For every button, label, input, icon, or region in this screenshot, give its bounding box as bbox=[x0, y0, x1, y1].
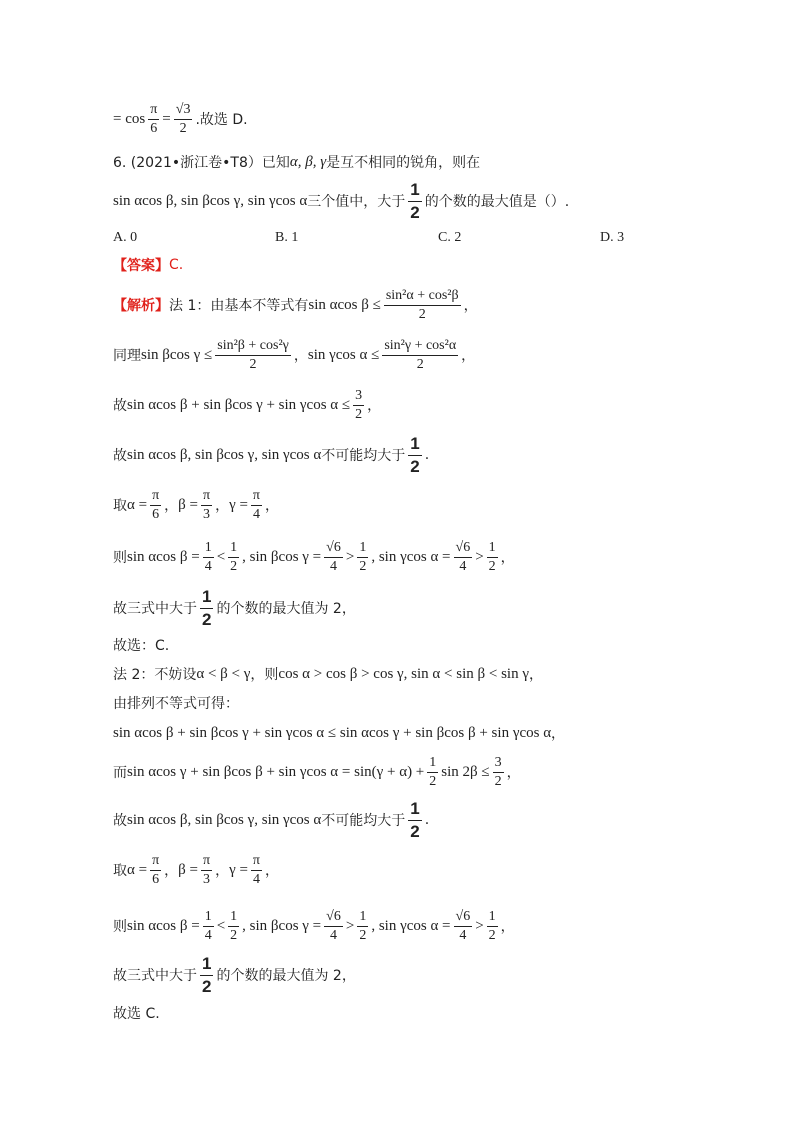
fraction-denominator: 2 bbox=[416, 356, 424, 372]
fraction-denominator: 4 bbox=[204, 927, 212, 943]
solution-text: 法 1：由基本不等式有 bbox=[169, 298, 309, 314]
punctuation: ， bbox=[506, 765, 521, 781]
fraction bbox=[382, 337, 458, 373]
question-stem-line-2 bbox=[113, 181, 569, 221]
math-text: sin 2β ≤ bbox=[441, 763, 490, 780]
previous-solution-tail bbox=[113, 99, 248, 139]
question-number: 6. (2021•浙江卷•T8）已知 bbox=[113, 155, 290, 171]
fraction-denominator: 2 bbox=[418, 306, 426, 322]
solution-line bbox=[113, 906, 515, 946]
question-stem-line-1 bbox=[113, 142, 480, 182]
solution-text: 故三式中大于 bbox=[113, 601, 197, 617]
math-text: α = bbox=[127, 861, 148, 878]
math-text: β = bbox=[178, 496, 198, 513]
fraction bbox=[487, 539, 498, 575]
fraction-numerator: √6 bbox=[454, 908, 473, 927]
fraction bbox=[150, 852, 161, 888]
solution-line bbox=[113, 385, 381, 425]
fraction bbox=[324, 539, 343, 575]
fraction-numerator: sin²β + cos²γ bbox=[215, 337, 291, 356]
solution-line bbox=[113, 435, 429, 475]
math-text: γ = bbox=[229, 861, 248, 878]
fraction-numerator: π bbox=[251, 487, 262, 506]
punctuation: ， bbox=[551, 726, 566, 742]
fraction-denominator: 6 bbox=[152, 506, 160, 522]
fraction bbox=[324, 908, 343, 944]
punctuation: ， bbox=[461, 348, 476, 364]
fraction bbox=[408, 798, 421, 842]
fraction-numerator: π bbox=[251, 852, 262, 871]
math-text: , sin γcos α = bbox=[371, 548, 451, 565]
punctuation: ， bbox=[528, 667, 543, 683]
solution-text: 取 bbox=[113, 498, 127, 514]
fraction-denominator: 2 bbox=[230, 558, 238, 574]
solution-text: 故选 C. bbox=[113, 1006, 160, 1022]
punctuation: . bbox=[424, 812, 430, 828]
fraction bbox=[251, 852, 262, 888]
solution-text: 的个数的最大值为 2， bbox=[216, 968, 356, 984]
punctuation: ， bbox=[367, 398, 382, 414]
solution-line bbox=[113, 588, 356, 628]
math-text: > bbox=[475, 548, 484, 565]
fraction-numerator: 1 bbox=[228, 908, 239, 927]
fraction bbox=[174, 101, 193, 137]
solution-text: 而 bbox=[113, 765, 127, 781]
punctuation: ， bbox=[293, 348, 308, 364]
math-text: , sin βcos γ = bbox=[242, 548, 322, 565]
fraction bbox=[408, 179, 421, 223]
option-a: A. 0 bbox=[113, 230, 138, 245]
punctuation: . bbox=[424, 447, 430, 463]
solution-line bbox=[113, 713, 565, 753]
fraction-numerator: sin²γ + cos²α bbox=[382, 337, 458, 356]
fraction bbox=[201, 852, 212, 888]
fraction bbox=[427, 754, 438, 790]
fraction bbox=[487, 908, 498, 944]
solution-text: 同理 bbox=[113, 348, 141, 364]
answer-options bbox=[113, 218, 700, 258]
solution-text: 法 2：不妨设 bbox=[113, 667, 197, 683]
fraction-denominator: 3 bbox=[203, 506, 211, 522]
math-text: α, β, γ bbox=[289, 153, 327, 170]
fraction-numerator: sin²α + cos²β bbox=[384, 287, 461, 306]
question-text: 的个数的最大值是（）. bbox=[424, 194, 570, 210]
math-text: α < β < γ bbox=[196, 665, 251, 682]
fraction bbox=[150, 487, 161, 523]
fraction-numerator: 1 bbox=[487, 908, 498, 927]
answer-line bbox=[113, 245, 183, 285]
fraction-numerator: 3 bbox=[353, 387, 364, 406]
solution-text: 不可能均大于 bbox=[321, 813, 406, 829]
fraction-numerator: 1 bbox=[357, 539, 368, 558]
fraction bbox=[203, 908, 214, 944]
solution-text: 故 bbox=[113, 398, 127, 414]
fraction-denominator: 6 bbox=[152, 871, 160, 887]
fraction bbox=[454, 908, 473, 944]
solution-text: 由排列不等式可得： bbox=[113, 696, 239, 712]
fraction-denominator: 2 bbox=[410, 202, 420, 222]
fraction bbox=[454, 539, 473, 575]
solution-text: 不可能均大于 bbox=[321, 448, 406, 464]
fraction-numerator: π bbox=[148, 101, 159, 120]
math-text: < bbox=[216, 917, 226, 934]
fraction bbox=[215, 337, 291, 373]
punctuation: ， bbox=[215, 863, 230, 879]
math-text: sin αcos β, sin βcos γ, sin γcos α bbox=[127, 811, 322, 828]
math-text: β = bbox=[178, 861, 198, 878]
solution-text: 故 bbox=[113, 813, 127, 829]
fraction-numerator: 1 bbox=[408, 798, 421, 820]
solution-line bbox=[113, 993, 160, 1033]
math-text: < bbox=[216, 548, 226, 565]
math-text: , sin γcos α = bbox=[371, 917, 451, 934]
punctuation: ， bbox=[500, 550, 515, 566]
solution-line bbox=[113, 485, 279, 525]
fraction-denominator: 4 bbox=[204, 558, 212, 574]
fraction-denominator: 2 bbox=[202, 609, 212, 629]
fraction-numerator: 1 bbox=[427, 754, 438, 773]
fraction bbox=[251, 487, 262, 523]
fraction bbox=[353, 387, 364, 423]
math-text: > bbox=[345, 548, 355, 565]
fraction bbox=[408, 433, 421, 477]
fraction-numerator: π bbox=[150, 852, 161, 871]
math-text: sin γcos α ≤ bbox=[307, 346, 380, 363]
fraction-denominator: 4 bbox=[459, 927, 467, 943]
fraction-numerator: 1 bbox=[203, 908, 214, 927]
math-text: sin βcos γ ≤ bbox=[141, 346, 213, 363]
math-text: sin αcos β, sin βcos γ, sin γcos α bbox=[127, 446, 322, 463]
fraction-denominator: 3 bbox=[203, 871, 211, 887]
punctuation: ， bbox=[265, 863, 279, 879]
fraction-numerator: π bbox=[150, 487, 161, 506]
fraction bbox=[384, 287, 461, 323]
fraction-denominator: 2 bbox=[488, 927, 496, 943]
math-text: sin αcos β = bbox=[127, 917, 200, 934]
fraction bbox=[357, 539, 368, 575]
punctuation: ， bbox=[265, 498, 279, 514]
solution-line bbox=[113, 335, 475, 375]
math-text: sin αcos β + sin βcos γ + sin γcos α ≤ sin αcos γ + sin βcos β + sin γcos α bbox=[113, 724, 552, 741]
fraction-denominator: 4 bbox=[252, 871, 260, 887]
solution-text: ，则 bbox=[250, 667, 279, 683]
solution-line bbox=[113, 800, 429, 840]
solution-text: 则 bbox=[113, 919, 127, 935]
fraction-numerator: 1 bbox=[203, 539, 214, 558]
math-text: cos α > cos β > cos γ, sin α < sin β < sin γ bbox=[278, 665, 529, 682]
math-text: sin αcos γ + sin βcos β + sin γcos α = sin(γ + α) + bbox=[127, 763, 425, 780]
fraction-numerator: 3 bbox=[493, 754, 504, 773]
fraction bbox=[200, 586, 213, 630]
solution-text: 的个数的最大值为 2， bbox=[216, 601, 356, 617]
solution-text: 取 bbox=[113, 863, 127, 879]
fraction-numerator: 1 bbox=[487, 539, 498, 558]
math-text: = bbox=[162, 110, 171, 127]
fraction-numerator: 1 bbox=[357, 908, 368, 927]
answer-tag: 【答案】 bbox=[113, 258, 169, 274]
math-text: sin αcos β = bbox=[127, 548, 200, 565]
fraction-denominator: 2 bbox=[355, 406, 363, 422]
solution-text: 故选：C. bbox=[113, 638, 170, 654]
fraction bbox=[228, 539, 239, 575]
fraction-denominator: 2 bbox=[494, 773, 502, 789]
fraction-numerator: 1 bbox=[408, 179, 421, 201]
punctuation: ， bbox=[463, 298, 478, 314]
solution-line bbox=[113, 850, 279, 890]
solution-line bbox=[113, 285, 478, 325]
punctuation: ， bbox=[215, 498, 230, 514]
fraction-denominator: 2 bbox=[179, 120, 187, 136]
analysis-tag: 【解析】 bbox=[113, 298, 169, 314]
fraction-numerator: √6 bbox=[454, 539, 473, 558]
fraction-numerator: √6 bbox=[324, 539, 343, 558]
math-text: , sin βcos γ = bbox=[242, 917, 322, 934]
solution-line bbox=[113, 955, 356, 995]
fraction bbox=[493, 754, 504, 790]
fraction-denominator: 2 bbox=[359, 558, 367, 574]
fraction-denominator: 4 bbox=[252, 506, 260, 522]
fraction-denominator: 2 bbox=[202, 976, 212, 996]
fraction-denominator: 2 bbox=[410, 821, 420, 841]
fraction-denominator: 2 bbox=[429, 773, 437, 789]
solution-text: 故 bbox=[113, 448, 127, 464]
math-text: > bbox=[345, 917, 355, 934]
fraction-denominator: 2 bbox=[488, 558, 496, 574]
fraction-denominator: 2 bbox=[410, 456, 420, 476]
fraction bbox=[203, 539, 214, 575]
punctuation: ， bbox=[500, 919, 515, 935]
fraction-numerator: 1 bbox=[200, 586, 213, 608]
fraction-denominator: 2 bbox=[359, 927, 367, 943]
punctuation: ， bbox=[164, 863, 179, 879]
question-text: 三个值中，大于 bbox=[307, 194, 406, 210]
fraction-denominator: 4 bbox=[330, 558, 337, 574]
math-text: sin αcos β ≤ bbox=[308, 296, 381, 313]
option-c: C. 2 bbox=[438, 230, 462, 245]
solution-text: 则 bbox=[113, 550, 127, 566]
fraction bbox=[357, 908, 368, 944]
option-b: B. 1 bbox=[275, 230, 299, 245]
question-text: 是互不相同的锐角，则在 bbox=[326, 155, 481, 171]
fraction-denominator: 4 bbox=[459, 558, 467, 574]
fraction-numerator: 1 bbox=[408, 433, 421, 455]
fraction-numerator: π bbox=[201, 852, 212, 871]
option-d: D. 3 bbox=[600, 230, 625, 245]
fraction bbox=[148, 101, 159, 137]
solution-line bbox=[113, 752, 521, 792]
fraction-denominator: 6 bbox=[150, 120, 158, 136]
math-text: = cos bbox=[113, 110, 146, 127]
fraction bbox=[228, 908, 239, 944]
conclusion-text: .故选 D. bbox=[195, 112, 248, 128]
math-text: sin αcos β, sin βcos γ, sin γcos α bbox=[113, 192, 308, 209]
math-text: sin αcos β + sin βcos γ + sin γcos α ≤ bbox=[127, 396, 351, 413]
fraction-numerator: 1 bbox=[228, 539, 239, 558]
fraction bbox=[201, 487, 212, 523]
punctuation: ， bbox=[164, 498, 179, 514]
math-text: γ = bbox=[229, 496, 248, 513]
solution-line bbox=[113, 537, 515, 577]
fraction-numerator: 1 bbox=[200, 953, 213, 975]
math-text: α = bbox=[127, 496, 148, 513]
fraction-numerator: √6 bbox=[324, 908, 343, 927]
math-text: > bbox=[475, 917, 484, 934]
fraction-denominator: 2 bbox=[249, 356, 257, 372]
fraction-denominator: 2 bbox=[230, 927, 238, 943]
fraction-denominator: 4 bbox=[330, 927, 337, 943]
fraction-numerator: π bbox=[201, 487, 212, 506]
fraction bbox=[200, 953, 213, 997]
fraction-numerator: √3 bbox=[174, 101, 193, 120]
answer-value: C. bbox=[169, 257, 184, 273]
solution-text: 故三式中大于 bbox=[113, 968, 197, 984]
